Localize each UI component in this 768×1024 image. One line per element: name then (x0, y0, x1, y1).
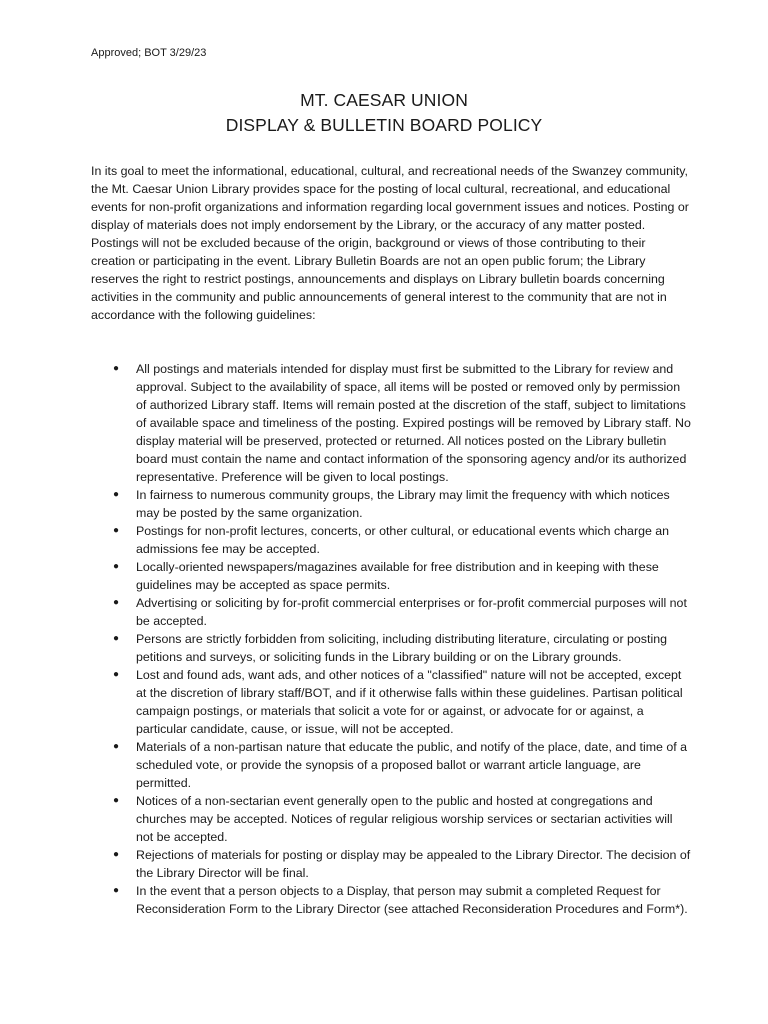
intro-paragraph: In its goal to meet the informational, educational, cultural, and recreational needs of the Swanzey community, the Mt. Caesar Union Library provides space for the posting of local cultural, recreational, and educational events for non-profit organizations and information regarding local government issues and notices. Posting or display of materials does not imply endorsement by the Library, or the accuracy of any matter posted. Postings will not be excluded because of the origin, background or views of those contributing to their creation or participating in the event. Library Bulletin Boards are not an open public forum; the Library reserves the right to restrict postings, announcements and displays on Library bulletin boards concerning activities in the community and public announcements of general interest to the community that are not in accordance with the following guidelines: (91, 164, 689, 322)
guideline-item (91, 360, 691, 486)
guideline-text: Persons are strictly forbidden from soliciting, including distributing literature, circulating or posting petitions and surveys, or soliciting funds in the Library building or on the Library grounds. (136, 632, 667, 664)
guidelines-list (91, 360, 691, 918)
guideline-item (91, 522, 691, 558)
guideline-text: In the event that a person objects to a Display, that person may submit a completed Request for Reconsideration Form to the Library Director (see attached Reconsideration Procedures and Form*). (136, 884, 688, 916)
bullet-icon: ● (113, 597, 120, 608)
guideline-text: Lost and found ads, want ads, and other notices of a "classified" nature will not be accepted, except at the discretion of library staff/BOT, and if it otherwise falls within these guidelines. Partisan political campaign postings, or materials that solicit a vote for or against, or advocate for or against, a particular candidate, cause, or issue, will not be accepted. (136, 668, 683, 736)
guideline-item (91, 738, 691, 792)
guideline-item (91, 594, 691, 630)
guideline-item (91, 846, 691, 882)
guideline-item (91, 558, 691, 594)
guideline-text: In fairness to numerous community groups, the Library may limit the frequency with which notices may be posted by the same organization. (136, 488, 670, 520)
document-title (0, 88, 768, 138)
bullet-icon: ● (113, 741, 120, 752)
bullet-icon: ● (113, 633, 120, 644)
guideline-text: Notices of a non-sectarian event generally open to the public and hosted at congregations and churches may be accepted. Notices of regular religious worship services or sectarian activities will not be accepted. (136, 794, 673, 844)
title-line-1: MT. CAESAR UNION (300, 90, 468, 110)
bullet-icon: ● (113, 849, 120, 860)
guideline-item (91, 882, 691, 918)
bullet-icon: ● (113, 561, 120, 572)
guideline-text: Locally-oriented newspapers/magazines available for free distribution and in keeping with these guidelines may be accepted as space permits. (136, 560, 659, 592)
guideline-item (91, 666, 691, 738)
guideline-item (91, 486, 691, 522)
guideline-text: Postings for non-profit lectures, concerts, or other cultural, or educational events which charge an admissions fee may be accepted. (136, 524, 670, 556)
bullet-icon: ● (113, 525, 120, 536)
bullet-icon: ● (113, 363, 120, 374)
guideline-text: Rejections of materials for posting or display may be appealed to the Library Director. The decision of the Library Director will be final. (136, 848, 691, 880)
bullet-icon: ● (113, 885, 120, 896)
guideline-item (91, 630, 691, 666)
approval-note: Approved; BOT 3/29/23 (91, 47, 207, 59)
guideline-text: All postings and materials intended for display must first be submitted to the Library for review and approval. Subject to the availability of space, all items will be posted or removed only by permission of authorized Library staff. Items will remain posted at the discretion of the staff, subject to limitations of available space and timeliness of the posting. Expired postings will be removed by Library staff. No display material will be preserved, protected or returned. All notices posted on the Library bulletin board must contain the name and contact information of the sponsoring agency and/or its authorized representative. Preference will be given to local postings. (136, 362, 691, 484)
bullet-icon: ● (113, 669, 120, 680)
guideline-text: Materials of a non-partisan nature that educate the public, and notify of the place, date, and time of a scheduled vote, or provide the synopsis of a proposed ballot or warrant article language, are permitted. (136, 740, 688, 790)
title-line-2: DISPLAY & BULLETIN BOARD POLICY (225, 115, 543, 135)
guideline-text: Advertising or soliciting by for-profit commercial enterprises or for-profit commercial purposes will not be accepted. (136, 596, 687, 628)
bullet-icon: ● (113, 489, 120, 500)
guideline-item (91, 792, 691, 846)
bullet-icon: ● (113, 795, 120, 806)
